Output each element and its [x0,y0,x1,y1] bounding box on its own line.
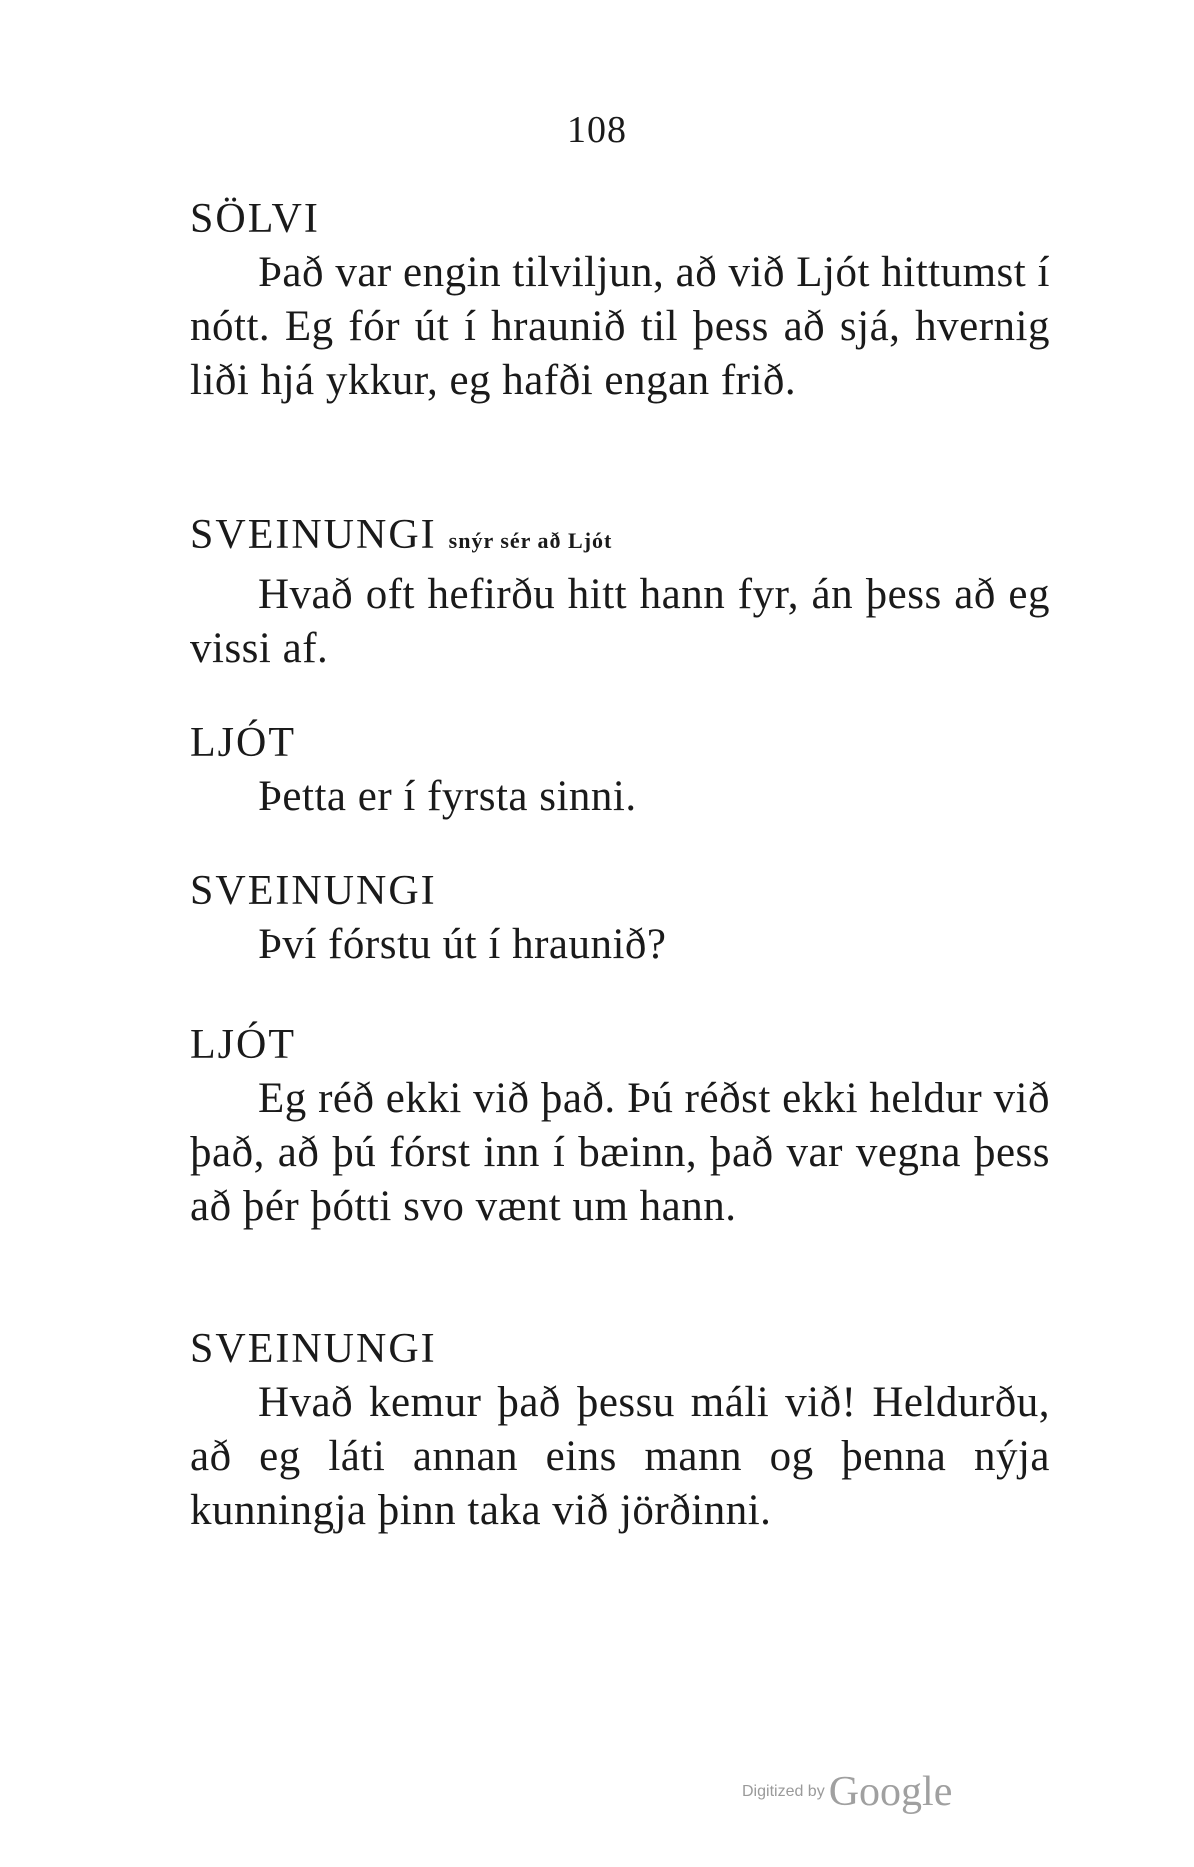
stage-direction: snýr sér að Ljót [448,528,613,553]
page-number: 108 [567,109,627,151]
dialogue-block-ljot-1 [190,716,1050,824]
speech-text: Hvað kemur það þessu máli við! Heldurðu, að eg láti annan eins mann og þenna nýja kunningja þinn taka við jörðinni. [190,1379,1050,1534]
dialogue-block-sveinungi-2 [190,864,1050,972]
dialogue-block-solvi [190,192,1050,408]
speaker-label: SVEINUNGI [190,1326,437,1372]
speech-text: Því fórstu út í hraunið? [258,921,667,968]
speaker-label: LJÓT [190,720,296,766]
google-logo: Google [828,1769,953,1815]
speaker-name [190,192,1050,246]
speaker-name [190,1018,1050,1072]
speaker-name [190,508,1050,568]
dialogue-block-sveinungi-3 [190,1322,1050,1538]
watermark-prefix: Digitized by [742,1783,825,1800]
speaker-label: SÖLVI [190,196,320,242]
speech-text: Þetta er í fyrsta sinni. [258,773,637,820]
speech-text: Eg réð ekki við það. Þú réðst ekki heldur við það, að þú fórst inn í bæinn, það var vegna þess að þér þótti svo vænt um hann. [190,1075,1050,1230]
speaker-label: SVEINUNGI [190,512,437,558]
dialogue-block-ljot-2 [190,1018,1050,1234]
speaker-name [190,864,1050,918]
speaker-name [190,716,1050,770]
speaker-label: SVEINUNGI [190,868,437,914]
speech-text: Það var engin tilviljun, að við Ljót hittumst í nótt. Eg fór út í hraunið til þess að sjá, hvernig liði hjá ykkur, eg hafði engan frið. [190,249,1050,404]
speaker-name [190,1322,1050,1376]
digitized-watermark [742,1768,952,1816]
speaker-label: LJÓT [190,1022,296,1068]
dialogue-block-sveinungi-1 [190,508,1050,676]
speech-text: Hvað oft hefirðu hitt hann fyr, án þess að eg vissi af. [190,571,1050,672]
